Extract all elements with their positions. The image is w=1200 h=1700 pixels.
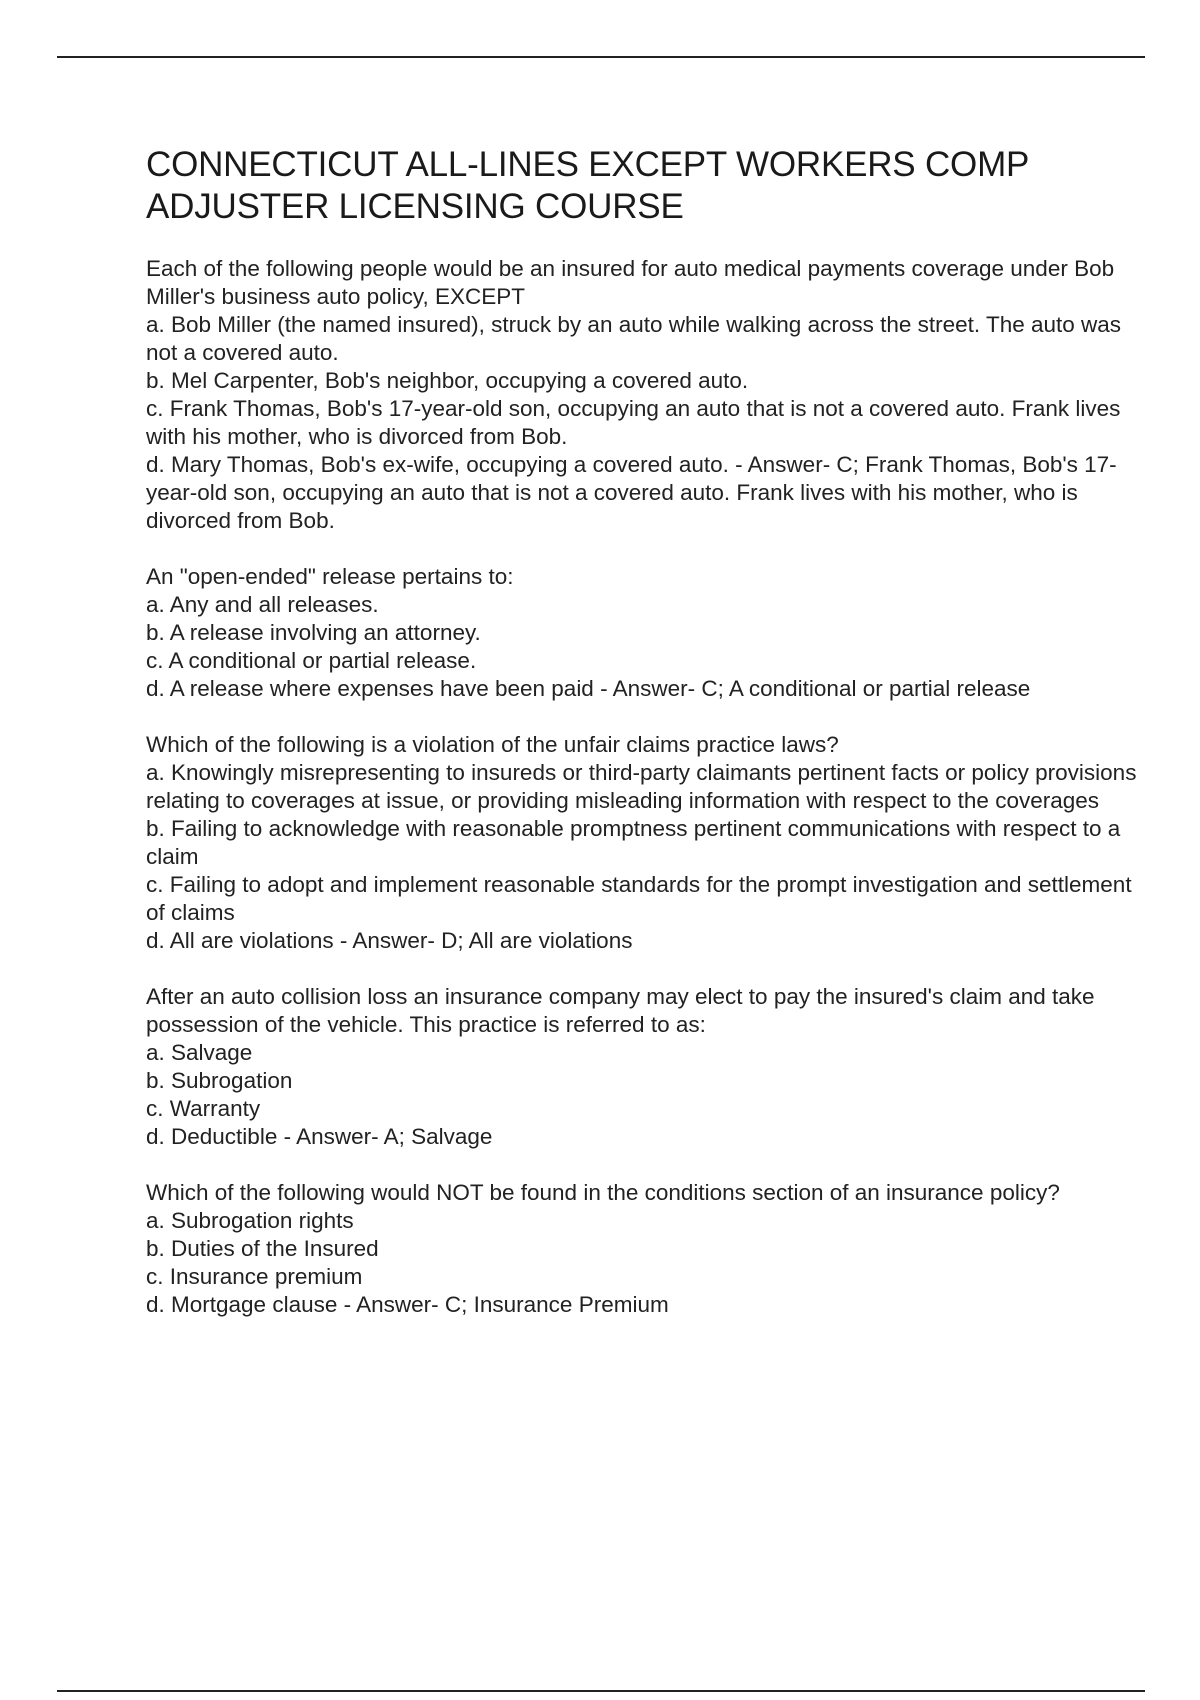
question-4-option-c: c. Warranty xyxy=(146,1096,261,1121)
question-5-option-a: a. Subrogation rights xyxy=(146,1208,354,1233)
title-line-1: CONNECTICUT ALL-LINES EXCEPT WORKERS COMP xyxy=(146,145,1030,184)
question-2-option-c: c. A conditional or partial release. xyxy=(146,648,477,673)
question-3-option-b: b. Failing to acknowledge with reasonable promptness pertinent communications with respect to a claim xyxy=(146,816,1121,869)
question-2-option-d-answer: d. A release where expenses have been paid - Answer- C; A conditional or partial release xyxy=(146,676,1031,701)
bottom-divider xyxy=(57,1690,1145,1692)
title-line-2: ADJUSTER LICENSING COURSE xyxy=(146,187,684,226)
question-5-option-c: c. Insurance premium xyxy=(146,1264,363,1289)
question-1-option-a: a. Bob Miller (the named insured), struck by an auto while walking across the street. The auto was not a covered auto. xyxy=(146,312,1122,365)
question-1 xyxy=(146,255,1146,535)
question-4-option-d-answer: d. Deductible - Answer- A; Salvage xyxy=(146,1124,493,1149)
question-4-option-a: a. Salvage xyxy=(146,1040,253,1065)
question-3-option-a: a. Knowingly misrepresenting to insureds or third-party claimants pertinent facts or policy provisions relating to coverages at issue, or providing misleading information with respect to the coverages xyxy=(146,760,1137,813)
question-4 xyxy=(146,983,1146,1151)
question-1-option-c: c. Frank Thomas, Bob's 17-year-old son, occupying an auto that is not a covered auto. Frank lives with his mother, who is divorced from Bob. xyxy=(146,396,1121,449)
question-2-stem: An "open-ended" release pertains to: xyxy=(146,564,514,589)
question-2-option-a: a. Any and all releases. xyxy=(146,592,379,617)
question-4-stem: After an auto collision loss an insurance company may elect to pay the insured's claim and take possession of the vehicle. This practice is referred to as: xyxy=(146,984,1095,1037)
question-3 xyxy=(146,731,1146,955)
document-body xyxy=(146,144,1146,1347)
question-5-option-b: b. Duties of the Insured xyxy=(146,1236,379,1261)
top-divider xyxy=(57,56,1145,58)
question-5 xyxy=(146,1179,1146,1319)
question-5-option-d-answer: d. Mortgage clause - Answer- C; Insurance Premium xyxy=(146,1292,669,1317)
question-2 xyxy=(146,563,1146,703)
question-3-stem: Which of the following is a violation of the unfair claims practice laws? xyxy=(146,732,839,757)
question-2-option-b: b. A release involving an attorney. xyxy=(146,620,481,645)
question-1-stem: Each of the following people would be an insured for auto medical payments coverage under Bob Miller's business auto policy, EXCEPT xyxy=(146,256,1115,309)
question-5-stem: Which of the following would NOT be found in the conditions section of an insurance policy? xyxy=(146,1180,1060,1205)
question-4-option-b: b. Subrogation xyxy=(146,1068,293,1093)
question-3-option-c: c. Failing to adopt and implement reasonable standards for the prompt investigation and settlement of claims xyxy=(146,872,1132,925)
question-3-option-d-answer: d. All are violations - Answer- D; All are violations xyxy=(146,928,633,953)
question-1-option-b: b. Mel Carpenter, Bob's neighbor, occupying a covered auto. xyxy=(146,368,749,393)
document-title xyxy=(146,144,1146,228)
question-1-option-d-answer: d. Mary Thomas, Bob's ex-wife, occupying a covered auto. - Answer- C; Frank Thomas, Bob's 17-year-old son, occupying an auto that is not a covered auto. Frank lives with his mother, who is divorced from Bob. xyxy=(146,452,1117,533)
